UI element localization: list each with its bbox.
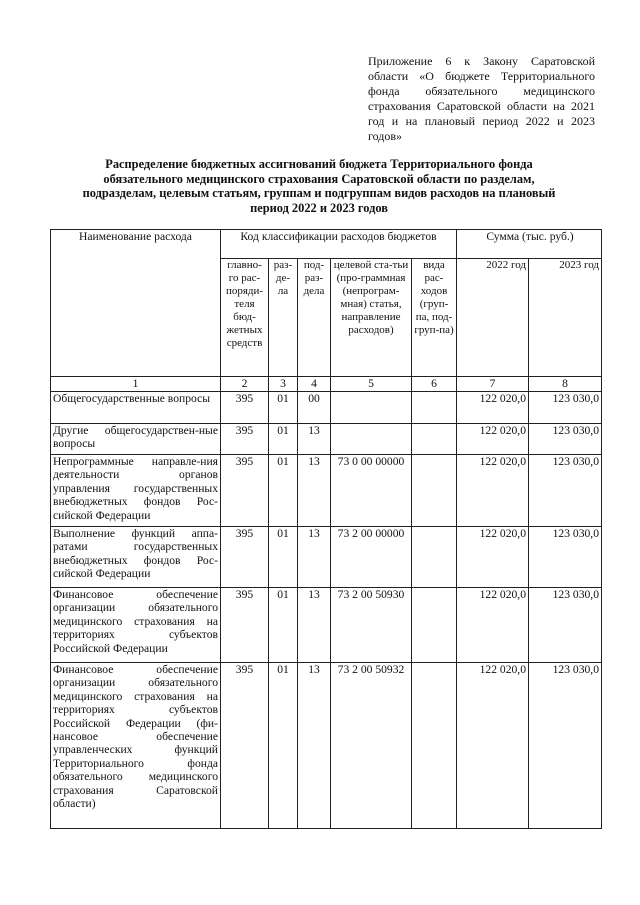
row-vid xyxy=(412,527,457,588)
row-glav: 395 xyxy=(221,424,269,455)
row-name: Другие общегосударствен-ные вопросы xyxy=(51,424,221,455)
table-row xyxy=(51,663,602,829)
row-2023: 123 030,0 xyxy=(529,527,602,588)
row-2023: 123 030,0 xyxy=(529,588,602,663)
row-glav: 395 xyxy=(221,527,269,588)
row-target: 73 2 00 50930 xyxy=(331,588,412,663)
col-number: 7 xyxy=(457,377,529,392)
row-razdel: 01 xyxy=(269,455,298,527)
row-glav: 395 xyxy=(221,455,269,527)
row-podrazdel: 13 xyxy=(298,663,331,829)
budget-table xyxy=(50,229,602,829)
row-target xyxy=(331,392,412,424)
row-2022: 122 020,0 xyxy=(457,424,529,455)
row-2023: 123 030,0 xyxy=(529,663,602,829)
row-name: Общегосударственные вопросы xyxy=(51,392,221,424)
document-title: Распределение бюджетных ассигнований бюджета Территориального фонда обязательного медицинского страхования Саратовской области по разделам, подразделам, целевым статьям, группам и подгруппам видов расходов на плановый период 2022 и 2023 годов xyxy=(82,157,556,215)
header-name: Наименование расхода xyxy=(51,230,221,377)
row-razdel: 01 xyxy=(269,392,298,424)
row-podrazdel: 13 xyxy=(298,527,331,588)
row-vid xyxy=(412,588,457,663)
row-glav: 395 xyxy=(221,663,269,829)
col-number: 3 xyxy=(269,377,298,392)
col-number: 1 xyxy=(51,377,221,392)
row-podrazdel: 13 xyxy=(298,588,331,663)
header-2023: 2023 год xyxy=(529,259,602,377)
col-number: 8 xyxy=(529,377,602,392)
row-podrazdel: 13 xyxy=(298,424,331,455)
row-glav: 395 xyxy=(221,392,269,424)
table-row xyxy=(51,455,602,527)
col-number: 5 xyxy=(331,377,412,392)
row-2023: 123 030,0 xyxy=(529,455,602,527)
header-podrazdel: под-раз-дела xyxy=(298,259,331,377)
col-number: 6 xyxy=(412,377,457,392)
header-code-group: Код классификации расходов бюджетов xyxy=(221,230,457,259)
row-razdel: 01 xyxy=(269,588,298,663)
row-name: Непрограммные направле-ния деятельности органов управления государственных внебюджетных фондов Рос-сийской Федерации xyxy=(51,455,221,527)
header-target: целевой ста-тьи (про-граммная (непрограм-мная) статья, направление расходов) xyxy=(331,259,412,377)
row-vid xyxy=(412,663,457,829)
header-row-1 xyxy=(51,230,602,259)
header-vid: вида рас-ходов (груп-па, под-груп-па) xyxy=(412,259,457,377)
row-target xyxy=(331,424,412,455)
column-number-row xyxy=(51,377,602,392)
row-razdel: 01 xyxy=(269,424,298,455)
row-2023: 123 030,0 xyxy=(529,392,602,424)
row-2022: 122 020,0 xyxy=(457,663,529,829)
row-2022: 122 020,0 xyxy=(457,527,529,588)
row-name: Финансовое обеспечение организации обязательного медицинского страхования на территориях субъектов Российской Федерации (фи-нансовое обеспечение управленческих функций Территориального фонда обязательного медицинского страхования Саратовской области) xyxy=(51,663,221,829)
row-podrazdel: 13 xyxy=(298,455,331,527)
table-row xyxy=(51,392,602,424)
row-target: 73 0 00 00000 xyxy=(331,455,412,527)
row-2022: 122 020,0 xyxy=(457,392,529,424)
row-name: Выполнение функций аппа-ратами государственных внебюджетных фондов Рос-сийской Федерации xyxy=(51,527,221,588)
row-2022: 122 020,0 xyxy=(457,588,529,663)
row-glav: 395 xyxy=(221,588,269,663)
row-target: 73 2 00 00000 xyxy=(331,527,412,588)
row-vid xyxy=(412,392,457,424)
row-podrazdel: 00 xyxy=(298,392,331,424)
table-row xyxy=(51,527,602,588)
row-vid xyxy=(412,424,457,455)
row-2022: 122 020,0 xyxy=(457,455,529,527)
col-number: 4 xyxy=(298,377,331,392)
table-row xyxy=(51,588,602,663)
header-2022: 2022 год xyxy=(457,259,529,377)
table-row xyxy=(51,424,602,455)
row-razdel: 01 xyxy=(269,663,298,829)
row-vid xyxy=(412,455,457,527)
header-sum: Сумма (тыс. руб.) xyxy=(457,230,602,259)
col-number: 2 xyxy=(221,377,269,392)
annex-note: Приложение 6 к Закону Саратовской области «О бюджете Территориального фонда обязательного медицинского страхования Саратовской области на 2021 год и на плановый период 2022 и 2023 годов» xyxy=(368,54,595,143)
row-2023: 123 030,0 xyxy=(529,424,602,455)
row-name: Финансовое обеспечение организации обязательного медицинского страхования на территориях субъектов Российской Федерации xyxy=(51,588,221,663)
row-razdel: 01 xyxy=(269,527,298,588)
row-target: 73 2 00 50932 xyxy=(331,663,412,829)
header-glav: главно-го рас-поряди-теля бюд-жетных средств xyxy=(221,259,269,377)
header-razdel: раз-де-ла xyxy=(269,259,298,377)
